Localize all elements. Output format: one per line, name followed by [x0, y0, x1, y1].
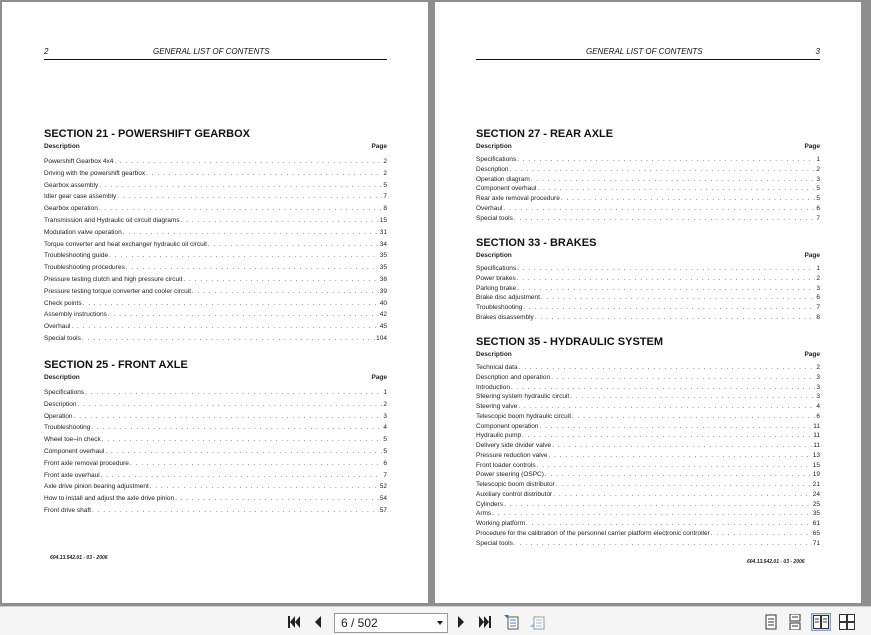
toc-entries — [476, 363, 820, 548]
description-header: Description — [476, 351, 512, 358]
dot-leader — [514, 214, 816, 224]
toc-entry — [44, 227, 387, 239]
entry-label: Front axle removal procedure — [44, 459, 129, 467]
entry-page-number: 4 — [383, 424, 387, 432]
toc-entry — [44, 321, 387, 333]
entry-label: Telescopic boom hydraulic circuit — [476, 412, 572, 420]
page-header: Page — [804, 252, 820, 259]
entry-label: Front loader controls — [476, 461, 536, 469]
toc-entry — [476, 529, 820, 539]
entry-page-number: 8 — [383, 205, 387, 213]
toc-entry — [44, 493, 387, 505]
toc-entry — [44, 505, 387, 517]
entry-label: Auxiliary control distributor — [476, 490, 553, 498]
entry-label: Description — [476, 165, 509, 173]
toc-entry — [44, 399, 387, 411]
entry-label: Power brakes — [476, 274, 516, 282]
toc-entry — [476, 470, 820, 480]
entry-page-number: 7 — [816, 304, 820, 311]
continuous-facing-view-icon[interactable] — [838, 613, 856, 631]
dot-leader — [105, 446, 382, 458]
entry-label: Front axle overhaul — [44, 471, 100, 479]
entry-label: Troubleshooting guide — [44, 252, 109, 260]
toc-entry — [476, 441, 820, 451]
dot-leader — [91, 422, 382, 434]
dot-leader — [181, 215, 379, 227]
entry-page-number: 7 — [383, 193, 387, 201]
continuous-view-icon[interactable] — [786, 613, 804, 631]
entry-label: Steering system hydraulic circuit — [476, 393, 570, 401]
description-header: Description — [44, 143, 80, 150]
page-header: Page — [371, 143, 387, 150]
toc-entry — [476, 303, 820, 313]
entry-label: Component operation — [476, 422, 539, 430]
entry-page-number: 2 — [816, 165, 820, 173]
dot-leader — [561, 194, 816, 204]
dot-leader — [552, 441, 812, 451]
toc-entry — [44, 446, 387, 458]
toc-entry — [476, 539, 820, 549]
entry-label: Arms — [476, 510, 492, 518]
toc-entry — [44, 434, 387, 446]
page-number: 2 — [44, 47, 49, 56]
dot-leader — [108, 309, 379, 321]
toc-entry — [476, 500, 820, 510]
entry-label: Front drive shaft — [44, 506, 91, 514]
dot-leader — [183, 274, 378, 286]
toc-entry — [476, 422, 820, 432]
dot-leader — [517, 274, 816, 284]
dot-leader — [517, 155, 815, 165]
entry-label: Steering valve — [476, 403, 518, 410]
toc-entries — [44, 387, 387, 517]
page-header: Page — [804, 143, 820, 150]
entry-label: Special tools — [476, 539, 513, 547]
dot-leader — [511, 383, 815, 393]
toc-entry — [476, 175, 820, 185]
entry-page-number: 8 — [816, 313, 820, 321]
entry-label: Power steering (OSPC) — [476, 471, 544, 479]
entry-page-number: 15 — [812, 461, 820, 469]
entry-label: Torque converter and heat exchanger hydraulic oil circuit — [44, 240, 207, 248]
entry-page-number: 35 — [379, 252, 387, 260]
toc-section-33 — [476, 236, 820, 323]
toc-entry — [476, 204, 820, 214]
dot-leader — [522, 431, 812, 441]
entry-page-number: 1 — [816, 265, 820, 272]
dot-leader — [92, 505, 379, 517]
page-indicator: 6 / 502 — [341, 616, 378, 630]
toc-entry — [44, 180, 387, 192]
dot-leader — [518, 402, 815, 412]
dot-leader — [99, 180, 382, 192]
toc-entry — [476, 383, 820, 393]
dot-leader — [85, 387, 382, 399]
toc-entry — [44, 470, 387, 482]
toc-entries — [476, 264, 820, 323]
entry-label: Specifications — [44, 389, 85, 396]
page-header: Page — [371, 374, 387, 381]
entry-label: Operation — [44, 412, 73, 420]
toc-entry — [44, 156, 387, 168]
entry-label: Component overhaul — [476, 185, 537, 193]
entry-label: Powershift Gearbox 4x4 — [44, 158, 114, 165]
entry-page-number: 65 — [812, 529, 820, 537]
toc-entry — [44, 298, 387, 310]
dot-leader — [572, 412, 815, 422]
toc-entries — [44, 156, 387, 345]
entry-label: Gearbox operation — [44, 205, 98, 213]
entry-label: Axle drive pinion bearing adjustment — [44, 483, 149, 491]
toc-entry — [476, 461, 820, 471]
entry-page-number: 3 — [816, 284, 820, 292]
entry-page-number: 35 — [812, 510, 820, 518]
dot-leader — [551, 373, 815, 383]
entry-page-number: 57 — [379, 506, 387, 514]
entry-label: Idler gear case assembly — [44, 193, 117, 201]
entry-page-number: 2 — [816, 364, 820, 371]
entry-page-number: 3 — [816, 373, 820, 381]
toc-entry — [44, 274, 387, 286]
document-page-left — [2, 2, 428, 603]
toc-entry — [476, 214, 820, 224]
entry-label: Description — [44, 400, 77, 408]
page-footer: 604.13.542.01 - 03 - 2006 — [747, 559, 805, 565]
dot-leader — [208, 239, 379, 251]
dot-leader — [192, 286, 379, 298]
dot-leader — [492, 509, 812, 519]
entry-label: Component overhaul — [44, 447, 105, 455]
entry-label: Assembly instructions — [44, 311, 107, 319]
toc-entry — [476, 373, 820, 383]
entry-label: Troubleshooting — [476, 304, 523, 311]
entry-page-number: 2 — [383, 400, 387, 408]
document-page-right — [435, 2, 861, 603]
toc-entry — [44, 422, 387, 434]
dot-leader — [535, 313, 816, 323]
single-page-view-icon[interactable] — [762, 613, 780, 631]
entry-page-number: 1 — [816, 156, 820, 163]
entry-page-number: 3 — [816, 393, 820, 401]
entry-label: Check points — [44, 299, 82, 307]
entry-label: Specifications — [476, 265, 517, 272]
dot-leader — [526, 519, 812, 529]
dot-leader — [175, 493, 379, 505]
entry-page-number: 7 — [383, 471, 387, 479]
dot-leader — [109, 250, 379, 262]
section-title: SECTION 21 - POWERSHIFT GEARBOX — [44, 128, 250, 140]
dot-leader — [126, 262, 379, 274]
entry-page-number: 6 — [383, 459, 387, 467]
entry-page-number: 38 — [379, 275, 387, 283]
toc-section-21 — [44, 127, 387, 345]
entry-label: Introduction — [476, 383, 510, 391]
toc-entry — [44, 286, 387, 298]
entry-page-number: 11 — [813, 422, 820, 430]
entry-page-number: 34 — [379, 240, 387, 248]
toc-entry — [44, 203, 387, 215]
toc-entry — [44, 387, 387, 399]
entry-label: Specifications — [476, 156, 517, 163]
description-header: Description — [44, 374, 80, 381]
entry-page-number: 35 — [379, 264, 387, 272]
toc-entry — [44, 262, 387, 274]
toc-entry — [44, 481, 387, 493]
entry-page-number: 31 — [379, 228, 387, 236]
entry-label: Hydraulic pump — [476, 432, 522, 440]
running-header — [44, 46, 387, 60]
toc-entry — [476, 509, 820, 519]
dot-leader — [523, 303, 815, 313]
dot-leader — [545, 470, 812, 480]
section-title: SECTION 35 - HYDRAULIC SYSTEM — [476, 336, 664, 348]
dot-leader — [82, 333, 375, 345]
dot-leader — [517, 284, 815, 294]
entry-page-number: 15 — [379, 216, 387, 224]
page-navigation-alt-icon[interactable] — [529, 613, 547, 631]
entry-page-number: 3 — [816, 175, 820, 183]
toc-entry — [44, 309, 387, 321]
entry-page-number: 25 — [812, 500, 820, 508]
toc-entries — [476, 155, 820, 223]
entry-page-number: 21 — [812, 481, 820, 488]
dot-leader — [556, 480, 812, 490]
dot-leader — [553, 490, 812, 500]
toc-entry — [476, 274, 820, 284]
entry-page-number: 6 — [816, 204, 820, 212]
dot-leader — [78, 399, 383, 411]
entry-label: Working platform — [476, 520, 526, 527]
dot-leader — [150, 481, 379, 493]
viewer-toolbar — [0, 606, 871, 635]
dot-leader — [71, 321, 378, 333]
entry-page-number: 5 — [383, 436, 387, 444]
toc-entry — [476, 284, 820, 294]
column-headers — [476, 351, 820, 361]
chevron-down-icon — [437, 621, 443, 625]
dot-leader — [504, 500, 812, 510]
toc-entry — [476, 431, 820, 441]
entry-page-number: 3 — [816, 383, 820, 391]
dot-leader — [146, 168, 382, 180]
entry-page-number: 6 — [816, 294, 820, 302]
entry-page-number: 61 — [812, 520, 820, 527]
entry-page-number: 1 — [383, 389, 387, 396]
running-title: GENERAL LIST OF CONTENTS — [153, 47, 270, 56]
toc-section-27 — [476, 127, 820, 223]
dot-leader — [537, 184, 815, 194]
entry-label: Overhaul — [44, 323, 71, 331]
dot-leader — [510, 165, 816, 175]
entry-page-number: 5 — [383, 181, 387, 189]
dot-leader — [519, 363, 816, 373]
entry-label: Description and operation — [476, 373, 551, 381]
entry-label: Driving with the powershift gearbox — [44, 169, 146, 177]
toc-entry — [476, 313, 820, 323]
entry-label: Pressure testing clutch and high pressure circuit — [44, 275, 183, 283]
entry-page-number: 104 — [376, 334, 387, 342]
toc-entry — [476, 264, 820, 274]
dot-leader — [549, 451, 812, 461]
section-title: SECTION 25 - FRONT AXLE — [44, 359, 188, 371]
toc-entry — [476, 402, 820, 412]
previous-page-icon[interactable] — [309, 613, 327, 631]
entry-page-number: 3 — [383, 412, 387, 420]
toc-entry — [476, 155, 820, 165]
entry-label: Cylinders — [476, 500, 504, 508]
toc-section-25 — [44, 358, 387, 517]
toc-entry — [476, 412, 820, 422]
running-title: GENERAL LIST OF CONTENTS — [586, 47, 703, 56]
entry-label: Gearbox assembly — [44, 181, 99, 189]
entry-page-number: 71 — [812, 539, 820, 547]
entry-label: Operation diagram — [476, 175, 530, 183]
entry-label: Delivery side divider valve — [476, 442, 552, 449]
facing-pages-view-icon[interactable] — [811, 613, 831, 631]
entry-label: Rear axle removal procedure — [476, 195, 560, 202]
dot-leader — [101, 470, 383, 482]
toc-entry — [44, 333, 387, 345]
toc-entry — [476, 490, 820, 500]
entry-label: Pressure reduction valve — [476, 451, 548, 459]
entry-page-number: 2 — [383, 169, 387, 177]
dot-leader — [102, 434, 383, 446]
toc-entry — [44, 458, 387, 470]
entry-page-number: 13 — [812, 451, 820, 459]
dot-leader — [74, 411, 383, 423]
toc-entry — [44, 250, 387, 262]
entry-label: Procedure for the calibration of the personnel carrier platform electronic controller — [476, 529, 710, 537]
entry-page-number: 52 — [379, 483, 387, 491]
column-headers — [44, 143, 387, 153]
entry-page-number: 6 — [816, 412, 820, 420]
entry-label: How to install and adjust the axle drive pinion — [44, 495, 175, 503]
toc-entry — [44, 215, 387, 227]
next-page-icon[interactable] — [452, 613, 470, 631]
entry-page-number: 24 — [812, 490, 820, 498]
dot-leader — [114, 156, 382, 168]
toc-entry — [476, 184, 820, 194]
toc-section-35 — [476, 335, 820, 548]
entry-label: Brake disc adjustment — [476, 294, 540, 302]
dot-leader — [99, 203, 383, 215]
entry-label: Telescopic boom distributor — [476, 481, 555, 488]
entry-page-number: 2 — [383, 158, 387, 165]
page-navigation-icon[interactable] — [503, 613, 521, 631]
entry-label: Parking brake — [476, 284, 517, 292]
entry-page-number: 39 — [379, 287, 387, 295]
dot-leader — [540, 422, 813, 432]
entry-label: Transmission and Hydraulic oil circuit diagrams — [44, 216, 180, 224]
dot-leader — [531, 175, 816, 185]
dot-leader — [123, 227, 379, 239]
dot-leader — [503, 204, 815, 214]
dot-leader — [541, 293, 815, 303]
column-headers — [476, 252, 820, 262]
toc-entry — [476, 165, 820, 175]
entry-page-number: 54 — [379, 495, 387, 503]
toc-entry — [476, 480, 820, 490]
entry-page-number: 42 — [379, 311, 387, 319]
entry-page-number: 5 — [383, 447, 387, 455]
toc-entry — [476, 363, 820, 373]
page-number-select[interactable] — [334, 613, 448, 633]
toc-entry — [44, 239, 387, 251]
entry-page-number: 4 — [816, 403, 820, 410]
column-headers — [476, 143, 820, 153]
entry-page-number: 7 — [816, 214, 820, 222]
entry-label: Troubleshooting — [44, 424, 91, 432]
toc-entry — [476, 194, 820, 204]
entry-label: Overhaul — [476, 204, 503, 212]
description-header: Description — [476, 143, 512, 150]
entry-page-number: 5 — [816, 185, 820, 193]
description-header: Description — [476, 252, 512, 259]
toc-entry — [476, 519, 820, 529]
entry-page-number: 19 — [812, 471, 820, 479]
entry-page-number: 11 — [813, 432, 820, 440]
entry-label: Troubleshooting procedures — [44, 264, 125, 272]
dot-leader — [570, 392, 815, 402]
page-number: 3 — [815, 47, 820, 56]
toc-entry — [44, 168, 387, 180]
entry-label: Pressure testing torque converter and cooler circuit — [44, 287, 192, 295]
entry-label: Brakes disassembly — [476, 313, 534, 321]
entry-page-number: 2 — [816, 274, 820, 282]
column-headers — [44, 374, 387, 384]
dot-leader — [537, 461, 812, 471]
dot-leader — [117, 191, 382, 203]
entry-page-number: 40 — [379, 299, 387, 307]
toc-entry — [44, 411, 387, 423]
page-footer: 604.13.542.01 - 03 - 2006 — [50, 555, 108, 561]
toc-entry — [476, 293, 820, 303]
dot-leader — [517, 264, 815, 274]
entry-page-number: 45 — [379, 323, 387, 331]
dot-leader — [711, 529, 812, 539]
section-title: SECTION 27 - REAR AXLE — [476, 128, 614, 140]
entry-label: Special tools — [44, 334, 81, 342]
toc-entry — [476, 451, 820, 461]
dot-leader — [514, 539, 812, 549]
entry-label: Wheel toe–in check — [44, 436, 101, 444]
last-page-icon[interactable] — [476, 613, 494, 631]
entry-label: Modulation valve operation — [44, 228, 122, 236]
dot-leader — [83, 298, 379, 310]
entry-page-number: 11 — [813, 442, 820, 449]
entry-page-number: 5 — [816, 195, 820, 202]
first-page-icon[interactable] — [285, 613, 303, 631]
dot-leader — [130, 458, 382, 470]
page-header: Page — [804, 351, 820, 358]
toc-entry — [476, 392, 820, 402]
toc-entry — [44, 191, 387, 203]
section-title: SECTION 33 - BRAKES — [476, 237, 597, 249]
running-header — [476, 46, 820, 60]
entry-label: Technical data — [476, 364, 518, 371]
entry-label: Special tools — [476, 214, 513, 222]
